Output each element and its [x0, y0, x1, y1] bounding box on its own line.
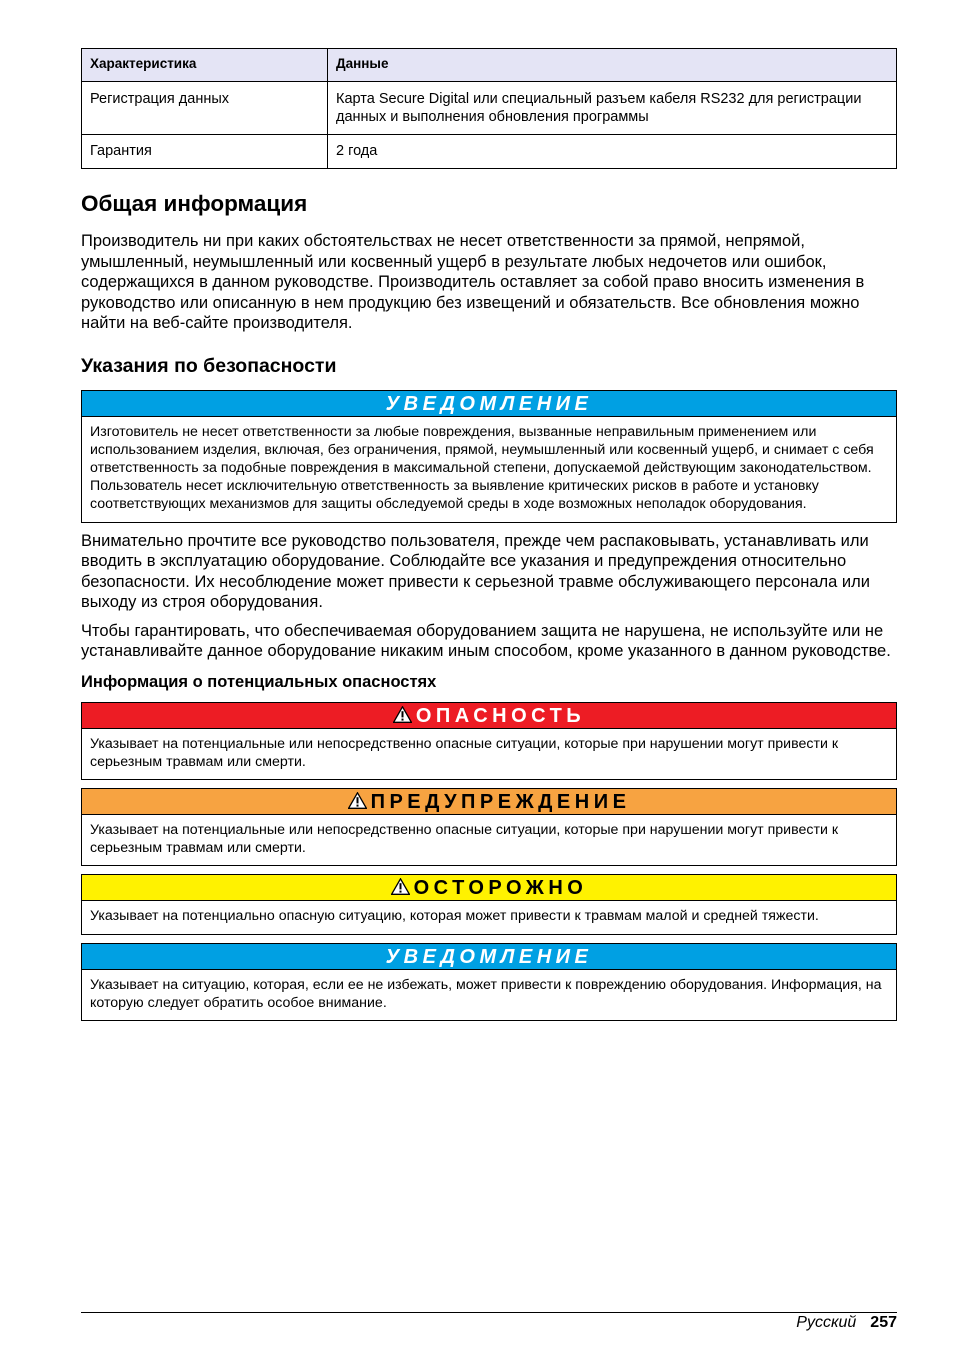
- table-cell: 2 года: [328, 135, 897, 169]
- page-number: 257: [870, 1314, 897, 1331]
- notice-box-text: Указывает на ситуацию, которая, если ее не избежать, может привести к повреждению оборудования. Информация, на которую следует обратить особое внимание.: [90, 976, 882, 1011]
- warning-triangle-icon: [348, 792, 367, 809]
- danger-box-title: ОПАСНОСТЬ: [415, 704, 586, 727]
- safety-paragraph: Чтобы гарантировать, что обеспечиваемая оборудованием защита не нарушена, не используйте или не устанавливайте данное оборудование никаким иным способом, кроме указанного в данном руководстве.: [81, 621, 891, 661]
- section-heading-safety: Указания по безопасности: [81, 354, 337, 377]
- table-cell: Регистрация данных: [82, 82, 328, 135]
- warning-triangle-icon: [391, 878, 410, 895]
- warning-box: [81, 788, 897, 866]
- caution-box-title: ОСТОРОЖНО: [413, 877, 588, 900]
- table-row: [82, 82, 897, 135]
- table-header-row: [82, 49, 897, 82]
- column-header: Характеристика: [82, 49, 328, 82]
- danger-box-text: Указывает на потенциальные или непосредственно опасные ситуации, которые при нарушении могут привести к серьезным травмам или смерти.: [90, 735, 839, 770]
- specifications-table: [81, 48, 897, 169]
- page-content: [81, 48, 897, 1029]
- footer-divider: [81, 1312, 897, 1313]
- page-footer: [796, 1313, 897, 1333]
- warning-box-header: [82, 789, 896, 815]
- table-cell: Карта Secure Digital или специальный разъем кабеля RS232 для регистрации данных и выполнения обновления программы: [328, 82, 897, 135]
- caution-box: [81, 874, 897, 934]
- table-cell: Гарантия: [82, 135, 328, 169]
- danger-box: [81, 702, 897, 780]
- danger-box-header: [82, 703, 896, 729]
- subheading-hazards: Информация о потенциальных опасностях: [81, 672, 437, 691]
- general-paragraph: Производитель ни при каких обстоятельствах не несет ответственности за прямой, непрямой, умышленный, неумышленный или косвенный ущерб в результате любых недочетов или ошибок, содержащихся в данном руководстве. Производитель оставляет за собой право вносить изменения в руководство или описанную в нем продукцию без извещений и обязательств. Все обновления можно найти на веб-сайте производителя.: [81, 232, 865, 332]
- notice-box-equipment: [81, 943, 897, 1021]
- warning-box-title: ПРЕДУПРЕЖДЕНИЕ: [370, 790, 631, 813]
- caution-box-text: Указывает на потенциально опасную ситуацию, которая может привести к травмам малой и средней тяжести.: [90, 908, 819, 925]
- footer-language: Русский: [796, 1314, 857, 1331]
- notice-box-header: УВЕДОМЛЕНИЕ: [82, 391, 896, 417]
- section-heading-general: Общая информация: [81, 191, 308, 216]
- notice-box-header: УВЕДОМЛЕНИЕ: [82, 944, 896, 970]
- column-header: Данные: [328, 49, 897, 82]
- notice-box: [81, 390, 897, 523]
- safety-paragraph: Внимательно прочтите все руководство пользователя, прежде чем распаковывать, устанавливать или вводить в эксплуатацию оборудование. Соблюдайте все указания и предупреждения относительно безопасности. Их несоблюдение может привести к серьезной травме обслуживающего персонала или выходу из строя оборудования.: [81, 531, 870, 612]
- notice-box-text: Изготовитель не несет ответственности за любые повреждения, вызванные неправильным применением или использованием изделия, включая, без ограничения, прямой, неумышленный или косвенный ущерб, и снимает с себя ответственность за подобные повреждения в максимальной степени, допускаемой действующим законодательством. Пользователь несет исключительную ответственность за выявление критических рисков в работе и установку соответствующих механизмов для защиты обследуемой среды в ходе возможных неполадок оборудования.: [90, 423, 874, 513]
- table-row: [82, 135, 897, 169]
- caution-box-header: [82, 875, 896, 901]
- warning-triangle-icon: [393, 706, 412, 723]
- warning-box-text: Указывает на потенциальные или непосредственно опасные ситуации, которые при нарушении могут привести к серьезным травмам или смерти.: [90, 821, 839, 857]
